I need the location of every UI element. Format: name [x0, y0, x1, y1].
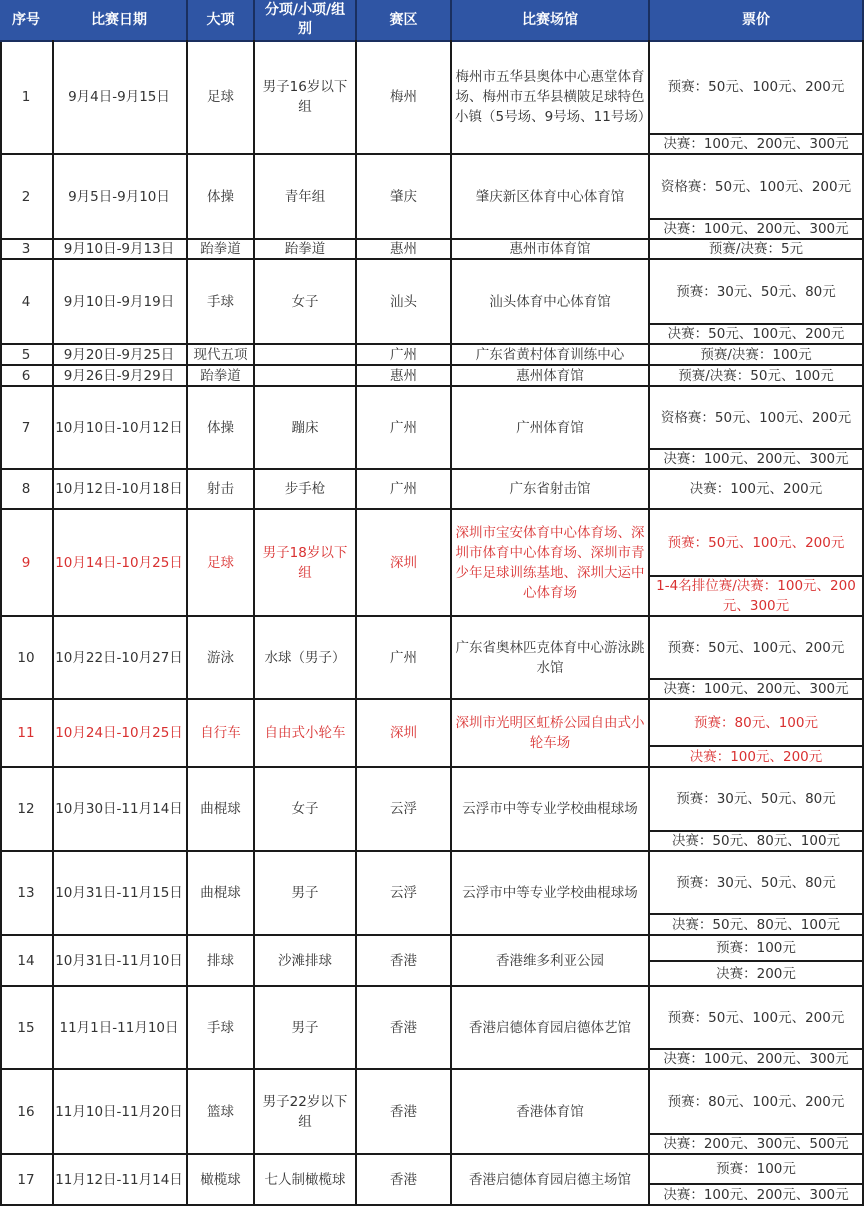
seq-cell: 17 — [0, 1155, 54, 1206]
price-prelim-cell: 预赛：50元、100元、200元 — [650, 510, 864, 577]
seq-cell: 6 — [0, 366, 54, 387]
venue-cell: 香港启德体育园启德主场馆 — [452, 1155, 650, 1206]
region-cell: 香港 — [357, 936, 452, 987]
price-final-cell: 决赛：50元、80元、100元 — [650, 832, 864, 852]
price-final-cell: 决赛：100元、200元 — [650, 747, 864, 768]
event-cell: 蹦床 — [255, 387, 357, 470]
date-cell: 11月1日-11月10日 — [52, 987, 188, 1070]
sport-cell: 曲棍球 — [188, 852, 255, 936]
date-cell: 9月5日-9月10日 — [52, 155, 188, 240]
price-final-cell: 决赛：200元、300元、500元 — [650, 1135, 864, 1155]
seq-cell: 3 — [0, 240, 54, 260]
price-cell: 预赛/决赛：100元 — [650, 345, 864, 366]
date-cell: 10月14日-10月25日 — [52, 510, 188, 617]
date-cell: 11月10日-11月20日 — [52, 1070, 188, 1155]
seq-cell: 14 — [0, 936, 54, 987]
date-cell: 9月10日-9月19日 — [52, 260, 188, 345]
date-cell: 10月12日-10月18日 — [52, 470, 188, 510]
venue-cell: 广东省奥林匹克体育中心游泳跳水馆 — [452, 617, 650, 700]
event-cell: 青年组 — [255, 155, 357, 240]
region-cell: 梅州 — [357, 40, 452, 155]
event-cell: 男子16岁以下组 — [255, 40, 357, 155]
price-prelim-cell: 资格赛：50元、100元、200元 — [650, 155, 864, 220]
date-cell: 11月12日-11月14日 — [52, 1155, 188, 1206]
seq-cell: 9 — [0, 510, 54, 617]
region-cell: 广州 — [357, 470, 452, 510]
seq-cell: 13 — [0, 852, 54, 936]
header-seq: 序号 — [0, 0, 54, 42]
region-cell: 云浮 — [357, 768, 452, 852]
venue-cell: 云浮市中等专业学校曲棍球场 — [452, 768, 650, 852]
venue-cell: 汕头体育中心体育馆 — [452, 260, 650, 345]
price-final-cell: 决赛：100元、200元、300元 — [650, 135, 864, 155]
price-prelim-cell: 预赛：80元、100元 — [650, 700, 864, 747]
region-cell: 云浮 — [357, 852, 452, 936]
event-cell — [255, 366, 357, 387]
seq-cell: 1 — [0, 40, 54, 155]
sport-cell: 射击 — [188, 470, 255, 510]
price-cell: 预赛/决赛：5元 — [650, 240, 864, 260]
date-cell: 10月31日-11月15日 — [52, 852, 188, 936]
date-cell: 10月31日-11月10日 — [52, 936, 188, 987]
price-prelim-cell: 预赛：30元、50元、80元 — [650, 768, 864, 832]
venue-cell: 惠州体育馆 — [452, 366, 650, 387]
region-cell: 深圳 — [357, 510, 452, 617]
seq-cell: 7 — [0, 387, 54, 470]
event-cell: 女子 — [255, 768, 357, 852]
event-cell: 自由式小轮车 — [255, 700, 357, 768]
price-prelim-cell: 预赛：100元 — [650, 936, 864, 962]
sport-cell: 跆拳道 — [188, 240, 255, 260]
event-cell: 男子 — [255, 852, 357, 936]
venue-cell: 深圳市光明区虹桥公园自由式小轮车场 — [452, 700, 650, 768]
seq-cell: 12 — [0, 768, 54, 852]
sport-cell: 跆拳道 — [188, 366, 255, 387]
sport-cell: 排球 — [188, 936, 255, 987]
price-prelim-cell: 预赛：30元、50元、80元 — [650, 260, 864, 325]
region-cell: 香港 — [357, 1155, 452, 1206]
header-date: 比赛日期 — [52, 0, 188, 42]
venue-cell: 梅州市五华县奥体中心惠堂体育场、梅州市五华县横陂足球特色小镇（5号场、9号场、11号场） — [452, 40, 650, 155]
region-cell: 广州 — [357, 345, 452, 366]
date-cell: 9月10日-9月13日 — [52, 240, 188, 260]
price-final-cell: 决赛：100元、200元、300元 — [650, 1185, 864, 1206]
seq-cell: 10 — [0, 617, 54, 700]
seq-cell: 16 — [0, 1070, 54, 1155]
price-final-cell: 决赛：200元 — [650, 962, 864, 987]
price-prelim-cell: 预赛：80元、100元、200元 — [650, 1070, 864, 1135]
price-prelim-cell: 预赛：50元、100元、200元 — [650, 40, 864, 135]
date-cell: 10月10日-10月12日 — [52, 387, 188, 470]
event-cell: 男子18岁以下组 — [255, 510, 357, 617]
venue-cell: 香港维多利亚公园 — [452, 936, 650, 987]
price-final-cell: 决赛：50元、80元、100元 — [650, 915, 864, 936]
venue-cell: 香港启德体育园启德体艺馆 — [452, 987, 650, 1070]
event-cell: 七人制橄榄球 — [255, 1155, 357, 1206]
sport-cell: 手球 — [188, 260, 255, 345]
region-cell: 惠州 — [357, 366, 452, 387]
price-final-cell: 决赛：100元、200元、300元 — [650, 220, 864, 240]
sport-cell: 足球 — [188, 40, 255, 155]
seq-cell: 4 — [0, 260, 54, 345]
header-sport: 大项 — [188, 0, 255, 42]
sport-cell: 橄榄球 — [188, 1155, 255, 1206]
date-cell: 10月24日-10月25日 — [52, 700, 188, 768]
sport-cell: 曲棍球 — [188, 768, 255, 852]
price-prelim-cell: 预赛：50元、100元、200元 — [650, 987, 864, 1050]
seq-cell: 2 — [0, 155, 54, 240]
sport-cell: 足球 — [188, 510, 255, 617]
date-cell: 9月20日-9月25日 — [52, 345, 188, 366]
seq-cell: 11 — [0, 700, 54, 768]
header-price: 票价 — [650, 0, 864, 42]
venue-cell: 深圳市宝安体育中心体育场、深圳市体育中心体育场、深圳市青少年足球训练基地、深圳大运中心体育场 — [452, 510, 650, 617]
venue-cell: 惠州市体育馆 — [452, 240, 650, 260]
region-cell: 汕头 — [357, 260, 452, 345]
event-cell: 男子 — [255, 987, 357, 1070]
event-cell: 男子22岁以下组 — [255, 1070, 357, 1155]
event-cell — [255, 345, 357, 366]
sport-cell: 自行车 — [188, 700, 255, 768]
event-cell: 女子 — [255, 260, 357, 345]
venue-cell: 香港体育馆 — [452, 1070, 650, 1155]
seq-cell: 15 — [0, 987, 54, 1070]
price-final-cell: 决赛：100元、200元、300元 — [650, 1050, 864, 1070]
event-cell: 步手枪 — [255, 470, 357, 510]
region-cell: 肇庆 — [357, 155, 452, 240]
sport-cell: 体操 — [188, 155, 255, 240]
price-prelim-cell: 预赛：100元 — [650, 1155, 864, 1185]
price-final-cell: 决赛：50元、100元、200元 — [650, 325, 864, 345]
event-cell: 水球（男子） — [255, 617, 357, 700]
region-cell: 深圳 — [357, 700, 452, 768]
event-cell: 跆拳道 — [255, 240, 357, 260]
seq-cell: 8 — [0, 470, 54, 510]
price-final-cell: 决赛：100元、200元、300元 — [650, 450, 864, 470]
sport-cell: 手球 — [188, 987, 255, 1070]
venue-cell: 广州体育馆 — [452, 387, 650, 470]
sport-cell: 现代五项 — [188, 345, 255, 366]
region-cell: 香港 — [357, 1070, 452, 1155]
seq-cell: 5 — [0, 345, 54, 366]
region-cell: 惠州 — [357, 240, 452, 260]
date-cell: 10月30日-11月14日 — [52, 768, 188, 852]
event-cell: 沙滩排球 — [255, 936, 357, 987]
price-final-cell: 决赛：100元、200元、300元 — [650, 680, 864, 700]
venue-cell: 广东省黄村体育训练中心 — [452, 345, 650, 366]
date-cell: 10月22日-10月27日 — [52, 617, 188, 700]
sport-cell: 游泳 — [188, 617, 255, 700]
price-prelim-cell: 预赛：50元、100元、200元 — [650, 617, 864, 680]
region-cell: 广州 — [357, 387, 452, 470]
price-cell: 决赛：100元、200元 — [650, 470, 864, 510]
sport-cell: 体操 — [188, 387, 255, 470]
price-prelim-cell: 预赛：30元、50元、80元 — [650, 852, 864, 915]
date-cell: 9月4日-9月15日 — [52, 40, 188, 155]
header-region: 赛区 — [357, 0, 452, 42]
price-prelim-cell: 资格赛：50元、100元、200元 — [650, 387, 864, 450]
sport-cell: 篮球 — [188, 1070, 255, 1155]
region-cell: 香港 — [357, 987, 452, 1070]
venue-cell: 云浮市中等专业学校曲棍球场 — [452, 852, 650, 936]
header-venue: 比赛场馆 — [452, 0, 650, 42]
region-cell: 广州 — [357, 617, 452, 700]
date-cell: 9月26日-9月29日 — [52, 366, 188, 387]
venue-cell: 广东省射击馆 — [452, 470, 650, 510]
venue-cell: 肇庆新区体育中心体育馆 — [452, 155, 650, 240]
price-cell: 预赛/决赛：50元、100元 — [650, 366, 864, 387]
price-final-cell: 1-4名排位赛/决赛：100元、200元、300元 — [650, 577, 864, 617]
header-event: 分项/小项/组别 — [255, 0, 357, 42]
